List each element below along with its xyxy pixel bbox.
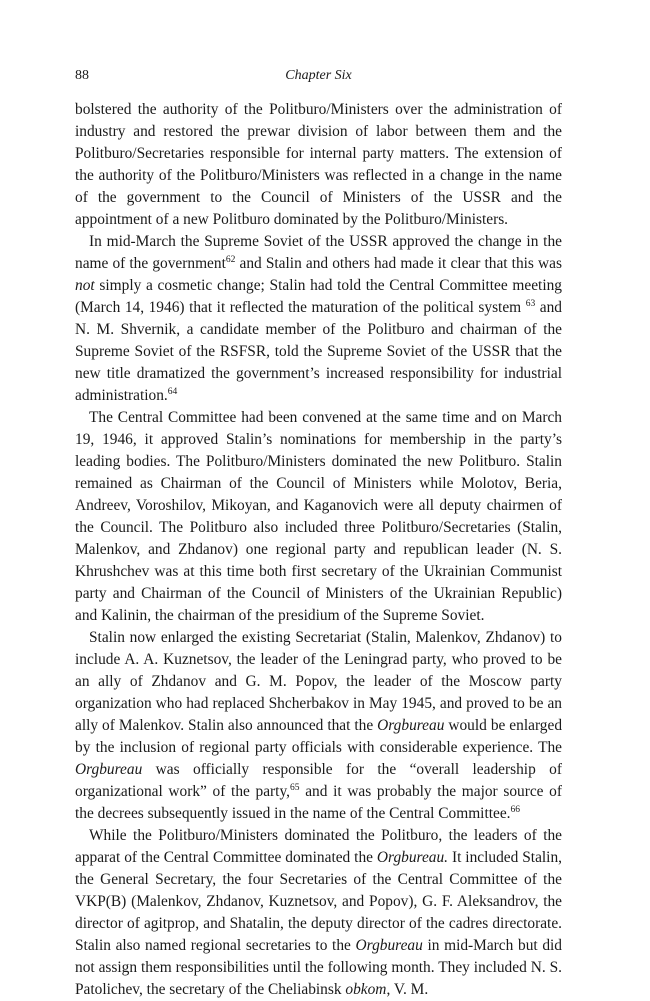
text-run: in mid-March but did not assign them responsibilities until the following month. They included N. S. Patolichev, the secretary of the Cheliabinsk <box>75 937 562 998</box>
paragraph <box>75 231 562 407</box>
text-run: simply a cosmetic change; Stalin had told the Central Committee meeting (March 14, 1946) that it reflected the maturation of the political system <box>75 277 562 316</box>
text-run: The Central Committee had been convened at the same time and on March 19, 1946, it approved Stalin’s nominations for membership in the party’s leading bodies. The Politburo/Ministers dominated the new Politburo. Stalin remained as Chairman of the Council of Ministers while Molotov, Beria, Andreev, Voroshilov, Mikoyan, and Kaganovich were all deputy chairmen of the Council. The Politburo also included three Politburo/Secretaries (Stalin, Malenkov, and Zhdanov) one regional party and republican leader (N. S. Khrushchev was at this time both first secretary of the Ukrainian Communist party and Chairman of the Council of Ministers of the Ukrainian Republic) and Kalinin, the chairman of the presidium of the Supreme Soviet. <box>75 409 562 624</box>
footnote-ref: 63 <box>525 297 536 309</box>
italic-text: not <box>75 277 95 294</box>
italic-text: Orgbureau <box>75 761 143 778</box>
text-run: While the Politburo/Ministers dominated the Politburo, the leaders of the apparat of the Central Committee dominated the <box>75 827 562 866</box>
page-header <box>75 68 562 88</box>
text-run: and N. M. Shvernik, a candidate member of the Politburo and chairman of the Supreme Soviet of the RSFSR, told the Supreme Soviet of the USSR that the new title dramatized the government’s increased responsibility for industrial administration. <box>75 299 562 404</box>
text-run: Stalin now enlarged the existing Secretariat (Stalin, Malenkov, Zhdanov) to include A. A. Kuznetsov, the leader of the Leningrad party, who proved to be an ally of Zhdanov and G. M. Popov, the leader of the Moscow party organization who had replaced Shcherbakov in May 1945, and proved to be an ally of Malenkov. Stalin also announced that the <box>75 629 562 734</box>
text-run: and Stalin and others had made it clear that this was <box>235 255 562 272</box>
text-run: would be enlarged by the inclusion of regional party officials with considerable experience. The <box>75 717 563 756</box>
italic-text: Orgbureau <box>355 937 423 954</box>
footnote-ref: 64 <box>167 385 178 397</box>
text-run: , V. M. <box>386 981 429 998</box>
text-run: In mid-March the Supreme Soviet of the USSR approved the change in the name of the government <box>75 233 562 272</box>
paragraph <box>75 407 562 627</box>
footnote-ref: 62 <box>225 253 236 265</box>
italic-text: Orgbureau. <box>376 849 449 866</box>
italic-text: obkom <box>345 981 387 998</box>
italic-text: Orgbureau <box>377 717 445 734</box>
footnote-ref: 65 <box>290 781 300 793</box>
footnote-ref: 66 <box>510 803 521 815</box>
page-number: 88 <box>75 68 89 83</box>
text-run: It included Stalin, the General Secretary, the four Secretaries of the Central Committee of the VKP(B) (Malenkov, Zhdanov, Kuznetsov, and Popov), G. F. Aleksandrov, the director of agitprop, and Shatalin, the deputy director of the cadres directorate. Stalin also named regional secretaries to the <box>75 849 562 954</box>
text-run: bolstered the authority of the Politburo/Ministers over the administration of industry and restored the prewar division of labor between them and the Politburo/Secretaries responsible for internal party matters. The extension of the authority of the Politburo/Ministers was reflected in a change in the name of the government to the Council of Ministers of the USSR and the appointment of a new Politburo dominated by the Politburo/Ministers. <box>75 101 562 228</box>
body-text <box>75 99 562 1001</box>
running-head: Chapter Six <box>285 68 352 83</box>
paragraph <box>75 627 562 825</box>
paragraph <box>75 99 562 231</box>
text-run: and it was probably the major source of the decrees subsequently issued in the name of the Central Committee. <box>75 783 563 822</box>
text-run: was officially responsible for the “overall leadership of organizational work” of the party, <box>75 761 562 800</box>
